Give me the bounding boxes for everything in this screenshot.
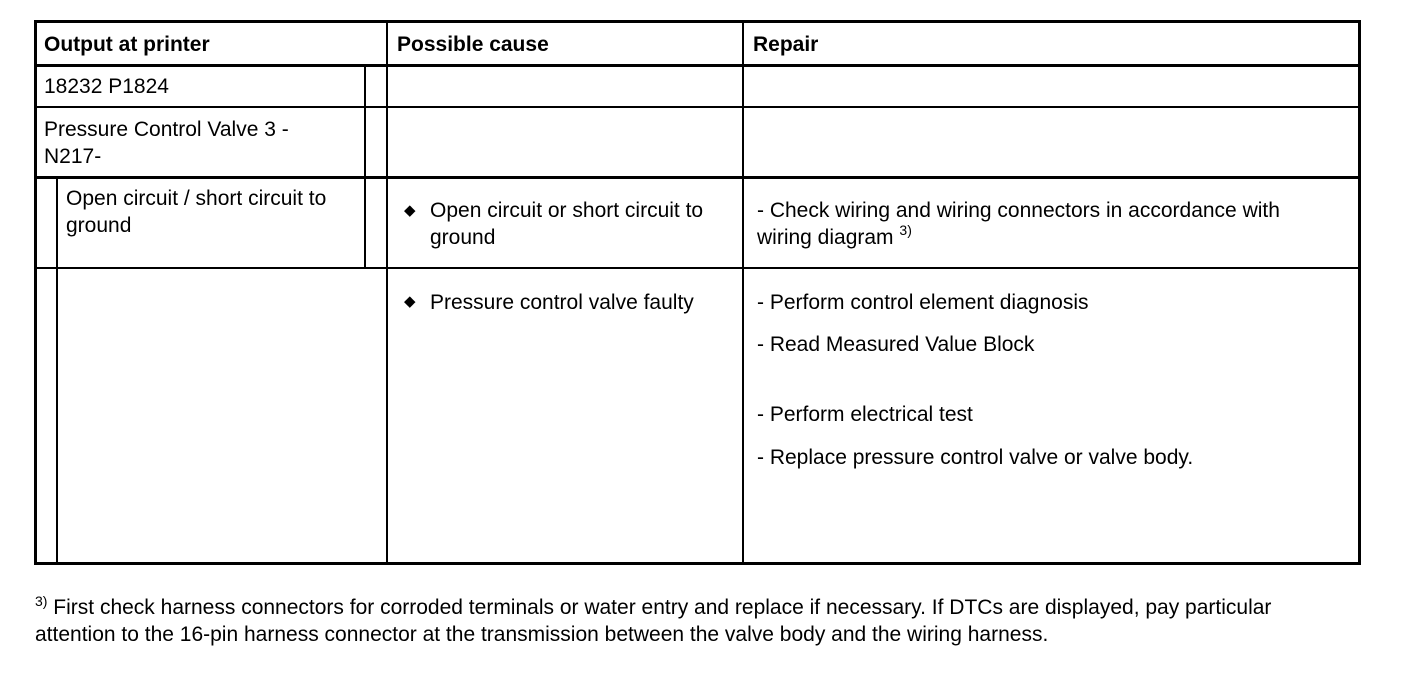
table-border-top <box>34 20 1361 23</box>
row-divider-code <box>34 106 1361 108</box>
repair-step: - Perform electrical test <box>757 403 973 426</box>
footnote <box>35 594 1355 648</box>
table-border-bottom <box>34 562 1361 565</box>
inner-divider-right <box>364 64 366 269</box>
cause-2: Pressure control valve faulty <box>430 291 694 314</box>
header-output: Output at printer <box>44 33 210 56</box>
col-divider-2 <box>742 20 744 565</box>
table-border-right <box>1358 20 1361 565</box>
footnote-marker: 3) <box>35 593 48 609</box>
row-divider-header <box>34 64 1361 67</box>
bullet-icon: ◆ <box>404 202 416 219</box>
repair-step: - Read Measured Value Block <box>757 333 1035 356</box>
footnote-text: First check harness connectors for corroded terminals or water entry and replace if necessary. If DTCs are displayed, pay particular attention to the 16-pin harness connector at the transmission between the valve body and the wiring harness. <box>35 596 1272 646</box>
cause-1: Open circuit or short circuit to ground <box>430 199 704 249</box>
fault-condition: Open circuit / short circuit to ground <box>66 187 327 237</box>
component-name: Pressure Control Valve 3 - N217- <box>44 118 289 168</box>
repair-step: - Replace pressure control valve or valve body. <box>757 446 1194 469</box>
fault-code: 18232 P1824 <box>44 75 169 98</box>
row-divider-component <box>34 176 1361 179</box>
bullet-icon: ◆ <box>404 293 416 310</box>
table-border-left <box>34 20 37 565</box>
repair-step: - Perform control element diagnosis <box>757 291 1089 314</box>
header-cause: Possible cause <box>397 33 549 56</box>
col-divider-1 <box>386 20 388 565</box>
footnote-ref: 3) <box>899 222 912 238</box>
header-repair: Repair <box>753 33 819 56</box>
row-divider-fault <box>34 267 1361 269</box>
repair-wiring-text: - Check wiring and wiring connectors in accordance with wiring diagram <box>757 199 1280 249</box>
indent-divider-left <box>56 176 58 565</box>
repair-wiring-check <box>757 197 1337 251</box>
